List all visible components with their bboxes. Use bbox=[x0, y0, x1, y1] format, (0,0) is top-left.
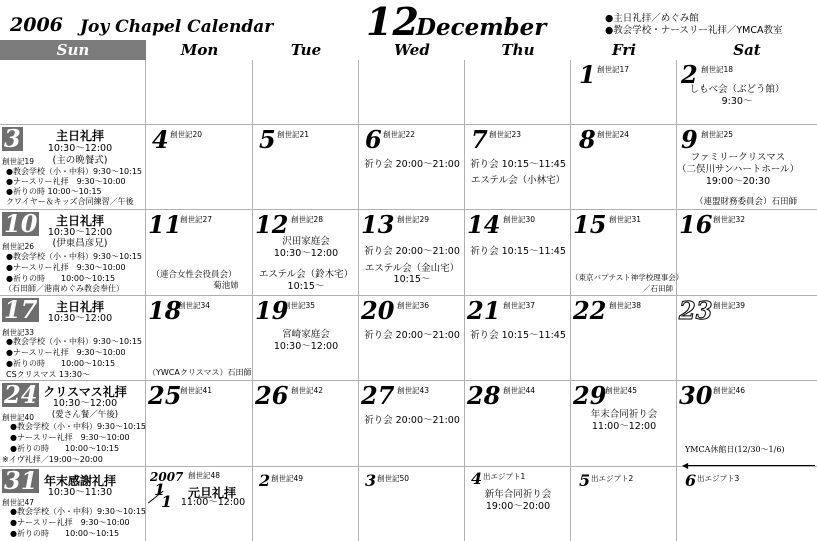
event-time: 10:15〜 bbox=[393, 274, 431, 285]
day-number: 15 bbox=[573, 210, 607, 239]
schedule-line: ●教会学校（小・中科）9:30〜10:15 bbox=[10, 507, 146, 516]
service-title: クリスマス礼拝 bbox=[43, 385, 127, 399]
schedule-line: CSクリスマス 13:30〜 bbox=[6, 370, 90, 379]
day-cell-empty bbox=[465, 60, 571, 125]
scripture-label: 創世記44 bbox=[503, 386, 536, 395]
day-number: 2 bbox=[259, 471, 271, 490]
month-name: December bbox=[416, 14, 547, 41]
closure-arrow-line bbox=[685, 465, 815, 466]
scripture-label: 創世記40 bbox=[2, 413, 35, 422]
schedule-line: （石田師／港南めぐみ教会奉仕） bbox=[4, 284, 124, 293]
scripture-label: 創世記46 bbox=[713, 386, 746, 395]
day-cell bbox=[253, 296, 359, 381]
day-cell bbox=[571, 60, 677, 125]
day-cell bbox=[571, 296, 677, 381]
day-cell bbox=[465, 125, 571, 210]
event-text: エステル会（小林宅） bbox=[470, 175, 566, 186]
scripture-label: 創世記30 bbox=[503, 215, 536, 224]
schedule-line: ●教会学校（小・中科）9:30〜10:15 bbox=[6, 337, 142, 346]
schedule-line: クワイヤー＆キッズ合同練習／午後 bbox=[6, 197, 134, 206]
day-number: 13 bbox=[361, 210, 395, 239]
event-text: （東京バプテスト神学校理事会） bbox=[571, 273, 684, 282]
service-time: 10:30〜12:00 bbox=[47, 227, 113, 238]
day-number: 20 bbox=[361, 296, 395, 325]
day-cell bbox=[146, 381, 253, 467]
service-title: 主日礼拝 bbox=[55, 129, 104, 143]
schedule-line: ●祈りの時 10:00〜10:15 bbox=[6, 187, 102, 196]
day-number: 6 bbox=[365, 125, 382, 154]
day-number: 31 bbox=[4, 466, 38, 495]
weekday-sun: Sun bbox=[0, 40, 146, 60]
day-cell bbox=[146, 125, 253, 210]
service-time: 10:30〜12:00 bbox=[47, 313, 113, 324]
scripture-label: 創世記19 bbox=[2, 157, 35, 166]
weekday-fri: Fri bbox=[612, 41, 636, 59]
day-cell bbox=[253, 381, 359, 467]
scripture-label: 創世記31 bbox=[609, 215, 642, 224]
day-cell bbox=[465, 210, 571, 296]
event-text: （二俣川サンハートホール） bbox=[677, 164, 800, 175]
scripture-label: 創世記36 bbox=[397, 301, 430, 310]
event-text: しもべ会（ぶどう館） bbox=[689, 84, 785, 95]
day-number: 6 bbox=[685, 471, 697, 490]
event-time: 19:00〜20:00 bbox=[485, 501, 551, 512]
weekday-thu: Thu bbox=[501, 41, 535, 59]
scripture-label: 出エジプト2 bbox=[591, 474, 634, 483]
scripture-label: 創世記45 bbox=[605, 386, 638, 395]
day-cell-empty bbox=[146, 60, 253, 125]
event-text: ／石田師 bbox=[643, 284, 673, 293]
day-number: 1 bbox=[161, 492, 173, 511]
event-time: 19:00〜20:30 bbox=[705, 176, 771, 187]
scripture-label: 創世記37 bbox=[503, 301, 536, 310]
event-text: 祈り会 10:15〜11:45 bbox=[470, 330, 566, 341]
schedule-line: ●ナースリー礼拝 9:30〜10:00 bbox=[6, 263, 126, 272]
scripture-label: 創世記18 bbox=[701, 65, 734, 74]
weekday-wed: Wed bbox=[394, 41, 430, 59]
calendar-title: Joy Chapel Calendar bbox=[80, 17, 274, 37]
service-time: 10:30〜12:00 bbox=[52, 398, 118, 409]
day-number: 12 bbox=[255, 210, 289, 239]
scripture-label: 創世記21 bbox=[277, 130, 310, 139]
scripture-label: 創世記27 bbox=[180, 215, 213, 224]
event-time: 10:30〜12:00 bbox=[273, 341, 339, 352]
schedule-line: ●教会学校（小・中科）9:30〜10:15 bbox=[10, 422, 146, 431]
scripture-label: 創世記41 bbox=[180, 386, 213, 395]
day-number: 21 bbox=[467, 296, 501, 325]
day-number: 24 bbox=[4, 380, 38, 409]
schedule-line: ●ナースリー礼拝 9:30〜10:00 bbox=[6, 348, 126, 357]
service-title: 年末感謝礼拝 bbox=[43, 474, 116, 488]
day-cell bbox=[571, 125, 677, 210]
day-number: 4 bbox=[471, 469, 483, 488]
day-cell bbox=[359, 381, 465, 467]
day-number: 7 bbox=[471, 125, 488, 154]
scripture-label: 創世記20 bbox=[170, 130, 203, 139]
day-number: 1 bbox=[579, 60, 596, 89]
schedule-line: ●祈りの時 10:00〜10:15 bbox=[10, 444, 120, 453]
sunday-cell bbox=[0, 125, 146, 210]
event-text: 宮崎家庭会 bbox=[282, 329, 330, 340]
event-text: 祈り会 20:00〜21:00 bbox=[364, 415, 460, 426]
day-cell bbox=[677, 381, 817, 467]
day-number: 22 bbox=[573, 296, 607, 325]
day-cell bbox=[571, 381, 677, 467]
service-note: (伊東昌彦兄) bbox=[52, 238, 108, 249]
schedule-line: ●教会学校（小・中科）9:30〜10:15 bbox=[6, 252, 142, 261]
event-time: 9:30〜 bbox=[721, 96, 753, 107]
day-number: 10 bbox=[4, 209, 38, 238]
day-number: 27 bbox=[361, 381, 395, 410]
event-time: 10:30〜12:00 bbox=[273, 248, 339, 259]
year: 2006 bbox=[10, 14, 63, 36]
scripture-label: 創世記34 bbox=[178, 301, 211, 310]
scripture-label: 創世記42 bbox=[291, 386, 324, 395]
weekday-row bbox=[0, 40, 817, 60]
scripture-label: 創世記29 bbox=[397, 215, 430, 224]
day-number: 26 bbox=[255, 381, 289, 410]
event-text: 祈り会 20:00〜21:00 bbox=[364, 246, 460, 257]
day-number: 25 bbox=[148, 381, 182, 410]
scripture-label: 創世記50 bbox=[377, 474, 410, 483]
day-cell bbox=[465, 467, 571, 541]
service-title: 主日礼拝 bbox=[55, 300, 104, 314]
schedule-line: ●ナースリー礼拝 9:30〜10:00 bbox=[10, 433, 130, 442]
day-cell bbox=[677, 125, 817, 210]
day-cell bbox=[359, 467, 465, 541]
schedule-line: ●ナースリー礼拝 9:30〜10:00 bbox=[10, 518, 130, 527]
day-number: 11 bbox=[148, 210, 182, 239]
next-year: 2007 bbox=[150, 470, 184, 484]
schedule-line: ●祈りの時 10:00〜10:15 bbox=[6, 359, 116, 368]
scripture-label: 創世記47 bbox=[2, 498, 35, 507]
calendar-grid bbox=[0, 60, 817, 541]
legend bbox=[605, 13, 782, 37]
day-cell bbox=[465, 296, 571, 381]
sunday-cell bbox=[0, 210, 146, 296]
day-number: 19 bbox=[255, 296, 289, 325]
day-number: 23 bbox=[679, 296, 713, 325]
service-time: 10:30〜12:00 bbox=[47, 143, 113, 154]
schedule-line: ※イヴ礼拝／19:00〜20:00 bbox=[2, 455, 103, 464]
event-text: 祈り会 10:15〜11:45 bbox=[470, 159, 566, 170]
scripture-label: 創世記24 bbox=[597, 130, 630, 139]
day-number: 30 bbox=[679, 381, 713, 410]
day-number: 18 bbox=[148, 296, 182, 325]
event-text: エステル会（金山宅） bbox=[364, 263, 460, 274]
scripture-label: 創世記25 bbox=[701, 130, 734, 139]
service-note: (主の晩餐式) bbox=[52, 155, 108, 166]
scripture-label: 創世記49 bbox=[271, 474, 304, 483]
day-cell bbox=[359, 296, 465, 381]
day-number: 16 bbox=[679, 210, 713, 239]
sunday-cell bbox=[0, 381, 146, 467]
day-cell bbox=[677, 467, 817, 541]
event-text: エステル会（鈴木宅） bbox=[258, 269, 354, 280]
event-text: 祈り会 10:15〜11:45 bbox=[470, 246, 566, 257]
event-text: 新年合同祈り会 bbox=[484, 489, 552, 500]
day-number: 5 bbox=[579, 471, 591, 490]
scripture-label: 創世記32 bbox=[713, 215, 746, 224]
event-text: 祈り会 20:00〜21:00 bbox=[364, 159, 460, 170]
day-cell bbox=[359, 210, 465, 296]
day-cell bbox=[571, 210, 684, 296]
scripture-label: 創世記22 bbox=[383, 130, 416, 139]
event-text: （YWCAクリスマス）石田師 bbox=[148, 368, 252, 377]
legend-item: ●主日礼拝／めぐみ館 bbox=[605, 13, 699, 24]
day-cell bbox=[253, 125, 359, 210]
day-number: 29 bbox=[573, 381, 607, 410]
schedule-line: ●教会学校（小・中科）9:30〜10:15 bbox=[6, 167, 142, 176]
scripture-label: 創世記43 bbox=[397, 386, 430, 395]
day-number: 5 bbox=[259, 125, 276, 154]
day-cell bbox=[359, 125, 465, 210]
day-number: 14 bbox=[467, 210, 501, 239]
schedule-line: ●ナースリー礼拝 9:30〜10:00 bbox=[6, 177, 126, 186]
event-text: 元旦礼拝 bbox=[187, 486, 236, 500]
scripture-label: 出エジプト1 bbox=[483, 472, 526, 481]
event-time: 11:00〜12:00 bbox=[180, 497, 246, 508]
day-cell-empty bbox=[359, 60, 465, 125]
event-text: （連合女性会役員会） bbox=[151, 270, 237, 280]
weekday-tue: Tue bbox=[290, 41, 322, 59]
day-cell bbox=[571, 467, 677, 541]
service-note: (愛さん餐／午後) bbox=[51, 410, 119, 420]
day-number: 9 bbox=[681, 125, 698, 154]
scripture-label: 創世記38 bbox=[609, 301, 642, 310]
event-text: 年末合同祈り会 bbox=[590, 409, 658, 420]
schedule-line: ●祈りの時 10:00〜10:15 bbox=[10, 529, 120, 538]
scripture-label: 創世記17 bbox=[597, 65, 630, 74]
scripture-label: 創世記26 bbox=[2, 242, 35, 251]
event-time: 10:15〜 bbox=[287, 281, 325, 292]
event-text: 沢田家庭会 bbox=[282, 236, 330, 247]
legend-item: ●教会学校・ナースリー礼拝／YMCA教室 bbox=[605, 25, 783, 36]
scripture-label: 創世記48 bbox=[188, 471, 221, 480]
scripture-label: 創世記23 bbox=[489, 130, 522, 139]
day-number: 28 bbox=[467, 381, 501, 410]
day-number: 2 bbox=[681, 60, 698, 89]
sunday-cell bbox=[0, 467, 146, 541]
scripture-label: 創世記28 bbox=[291, 215, 324, 224]
day-cell bbox=[465, 381, 571, 467]
calendar-header bbox=[0, 0, 817, 44]
month-number: 12 bbox=[366, 0, 419, 44]
event-text: （連盟財務委員会）石田師 bbox=[694, 197, 797, 207]
day-cell bbox=[253, 210, 359, 296]
weekday-sat: Sat bbox=[733, 41, 761, 59]
day-cell-empty bbox=[0, 60, 146, 125]
day-cell bbox=[677, 296, 817, 381]
service-time: 10:30〜11:30 bbox=[47, 487, 113, 498]
sunday-cell bbox=[0, 296, 146, 381]
scripture-label: 出エジプト3 bbox=[697, 474, 740, 483]
day-cell bbox=[146, 467, 253, 541]
day-number: 17 bbox=[4, 295, 38, 324]
day-number: 8 bbox=[579, 125, 596, 154]
scripture-label: 創世記35 bbox=[283, 301, 316, 310]
day-number: 4 bbox=[152, 125, 169, 154]
day-cell bbox=[146, 210, 253, 296]
schedule-line: ●祈りの時 10:00〜10:15 bbox=[6, 274, 116, 283]
scripture-label: 創世記33 bbox=[2, 328, 35, 337]
day-number: 3 bbox=[4, 124, 21, 153]
date-separator: ／ bbox=[148, 491, 162, 506]
arrow-left-icon: ◀ bbox=[682, 461, 689, 470]
event-text: 祈り会 20:00〜21:00 bbox=[364, 330, 460, 341]
event-text: YMCA休館日(12/30〜1/6) bbox=[685, 445, 785, 454]
event-time: 11:00〜12:00 bbox=[591, 421, 657, 432]
weekday-mon: Mon bbox=[180, 41, 219, 59]
scripture-label: 創世記39 bbox=[713, 301, 746, 310]
day-cell bbox=[253, 467, 359, 541]
day-cell bbox=[677, 60, 817, 125]
day-number: 3 bbox=[365, 471, 377, 490]
service-title: 主日礼拝 bbox=[55, 214, 104, 228]
day-cell-empty bbox=[253, 60, 359, 125]
event-text: 菊池姉 bbox=[213, 281, 239, 291]
day-cell bbox=[146, 296, 253, 381]
day-number: 1 bbox=[154, 480, 166, 499]
day-cell bbox=[677, 210, 817, 296]
event-text: ファミリークリスマス bbox=[690, 152, 786, 163]
